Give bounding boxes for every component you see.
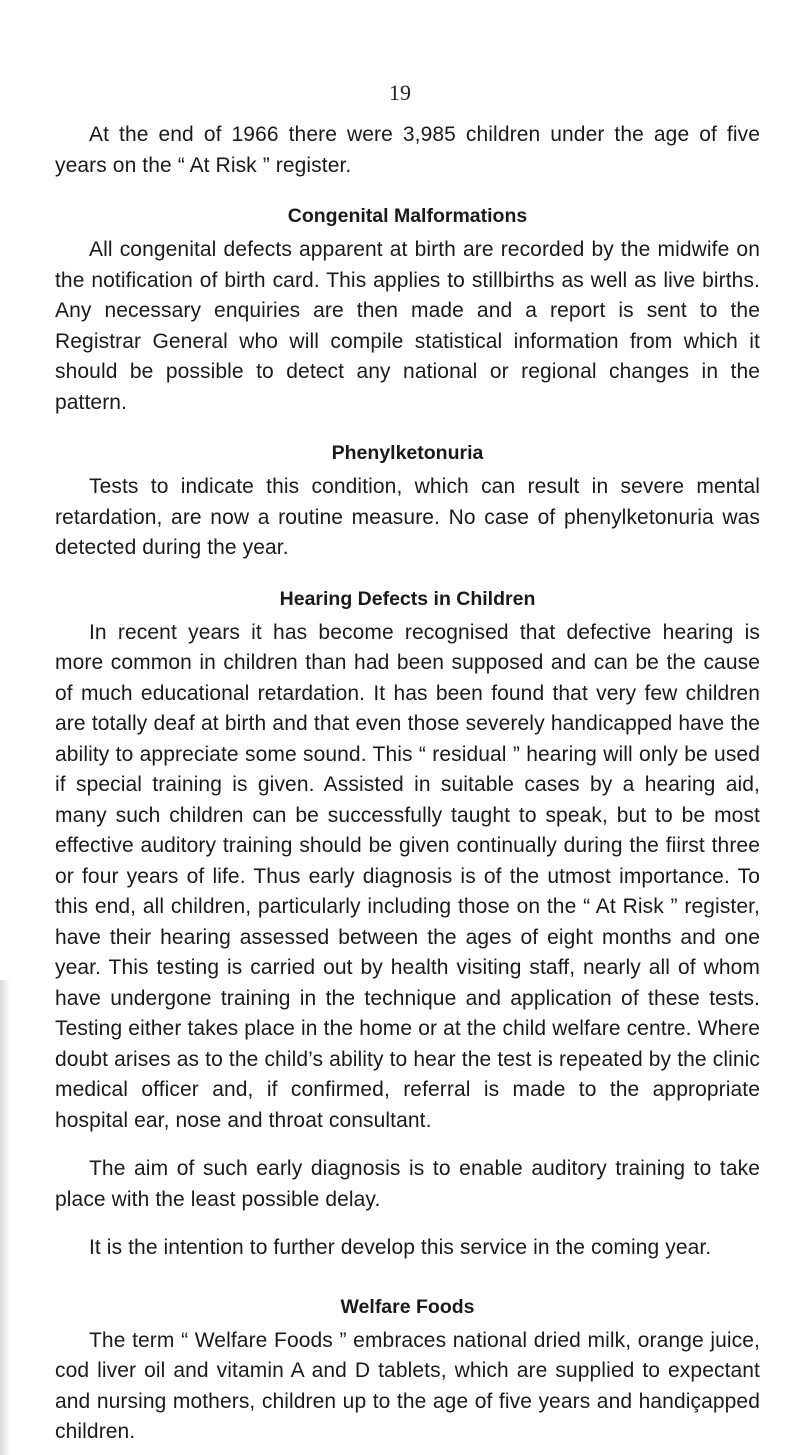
heading-phenylketonuria: Phenylketonuria bbox=[331, 442, 484, 464]
congenital-paragraph: All congenital defects apparent at birth are recorded by the midwife on the notification of birth card. This applies to stillbirths as well as live births. Any necessary enquiries are then made and a report is sent to the Registrar General who will compile statistical information from which it should be possible to detect any national or regional changes in the pattern. bbox=[55, 238, 760, 414]
heading-hearing-defects: Hearing Defects in Children bbox=[279, 587, 536, 610]
hearing-paragraph-2: The aim of such early diagnosis is to enable auditory training to take place with the least possible delay. bbox=[55, 1157, 760, 1211]
phenylketonuria-paragraph: Tests to indicate this condition, which can result in severe mental retardation, are now a routine measure. No case of phenylketonuria was detected during the year. bbox=[55, 475, 760, 559]
intro-paragraph: At the end of 1966 there were 3,985 children under the age of five years on the “ At Risk ” register. bbox=[55, 123, 760, 177]
hearing-paragraph-1: In recent years it has become recognised that defective hearing is more common in children than had been supposed and can be the cause of much educational retardation. It has been found that very few children are totally deaf at birth and that even those severely handicapped have the ability to appreciate some sound. This “ residual ” hearing will only be used if special training is given. Assisted in suitable cases by a hearing aid, many such children can be successfully taught to speak, but to be most effective auditory training should be given continually during the fiirst three or four years of life. Thus early diagnosis is of the utmost importance. To this end, all children, particularly including those on the “ At Risk ” register, have their hearing assessed between the ages of eight months and one year. This testing is carried out by health visiting staff, nearly all of whom have undergone training in the technique and application of these tests. Testing either takes place in the home or at the child welfare centre. Where doubt arises as to the child’s ability to hear the test is repeated by the clinic medical officer and, if confirmed, referral is made to the appropriate hospital ear, nose and throat consultant. bbox=[55, 620, 760, 1132]
hearing-paragraph-3: It is the intention to further develop this service in the coming year. bbox=[89, 1236, 712, 1259]
page-number: 19 bbox=[389, 80, 411, 105]
scan-edge-shadow bbox=[0, 980, 10, 1455]
document-body bbox=[55, 120, 760, 1448]
heading-welfare-foods: Welfare Foods bbox=[340, 1295, 475, 1318]
welfare-paragraph: The term “ Welfare Foods ” embraces national dried milk, orange juice, cod liver oil and vitamin A and D tablets, which are supplied to expectant and nursing mothers, children up to the age of five years and handiçapped children. bbox=[55, 1328, 760, 1443]
heading-congenital-malformations: Congenital Malformations bbox=[287, 205, 528, 227]
